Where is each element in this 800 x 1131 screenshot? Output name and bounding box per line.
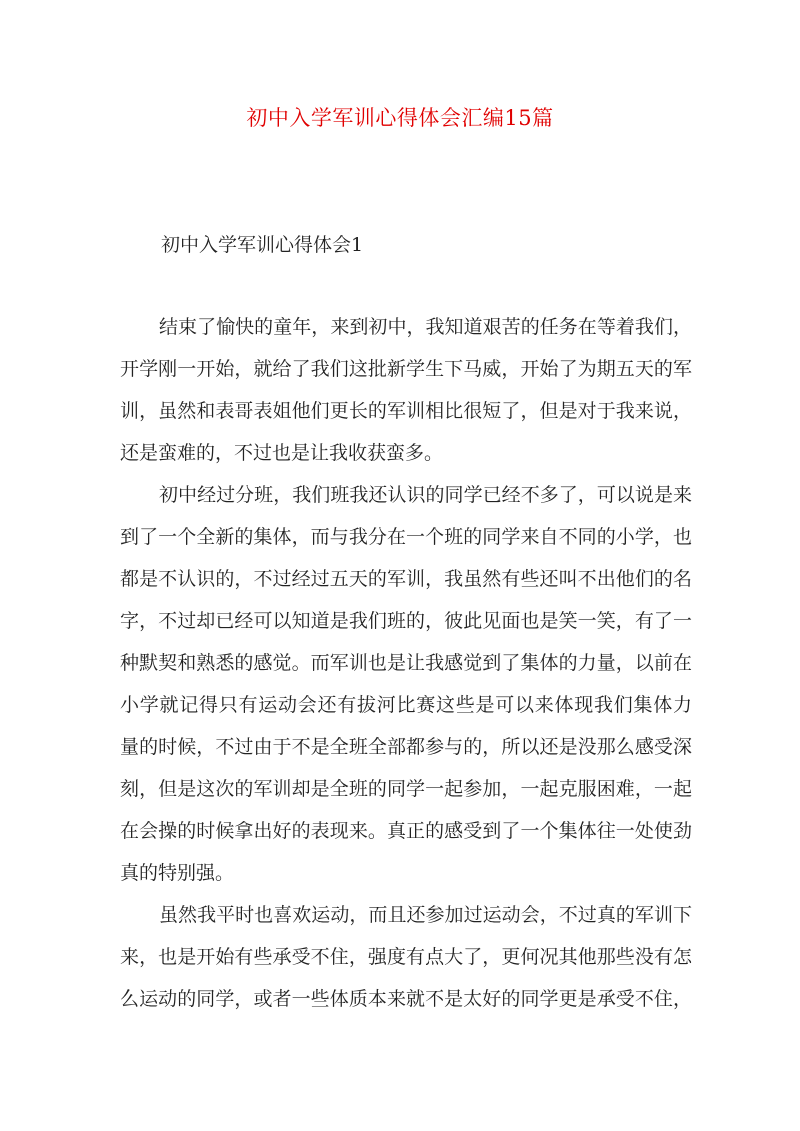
paragraph-line: 训，虽然和表哥表姐他们更长的军训相比很短了，但是对于我来说，: [120, 400, 692, 422]
paragraph-line: 种默契和熟悉的感觉。而军训也是让我感觉到了集体的力量，以前在: [120, 652, 692, 674]
document-title: 初中入学军训心得体会汇编15篇: [246, 106, 554, 130]
paragraph-line: 都是不认识的，不过经过五天的军训，我虽然有些还叫不出他们的名: [120, 568, 692, 590]
paragraph-line: 刻，但是这次的军训却是全班的同学一起参加，一起克服困难，一起: [120, 778, 692, 800]
paragraph-line: 量的时候，不过由于不是全班全部都参与的，所以还是没那么感受深: [120, 736, 692, 758]
paragraph-line: 结束了愉快的童年，来到初中，我知道艰苦的任务在等着我们，: [159, 316, 692, 338]
paragraph-line: 开学刚一开始，就给了我们这批新学生下马威，开始了为期五天的军: [120, 358, 692, 380]
paragraph-line: 在会操的时候拿出好的表现来。真正的感受到了一个集体往一处使劲: [120, 820, 692, 842]
paragraph-line: 初中经过分班，我们班我还认识的同学已经不多了，可以说是来: [159, 484, 692, 506]
paragraph-line: 到了一个全新的集体，而与我分在一个班的同学来自不同的小学，也: [120, 526, 692, 548]
paragraph-line: 来，也是开始有些承受不住，强度有点大了，更何况其他那些没有怎: [120, 946, 692, 968]
paragraph-line: 虽然我平时也喜欢运动，而且还参加过运动会，不过真的军训下: [159, 904, 692, 926]
section-heading: 初中入学军训心得体会1: [161, 234, 364, 256]
paragraph-line: 真的特别强。: [120, 862, 235, 884]
paragraph-line: 字，不过却已经可以知道是我们班的，彼此见面也是笑一笑，有了一: [120, 610, 692, 632]
paragraph-line: 么运动的同学，或者一些体质本来就不是太好的同学更是承受不住，: [120, 988, 692, 1010]
paragraph-line: 小学就记得只有运动会还有拔河比赛这些是可以来体现我们集体力: [120, 694, 692, 716]
paragraph-line: 还是蛮难的，不过也是让我收获蛮多。: [120, 442, 444, 464]
